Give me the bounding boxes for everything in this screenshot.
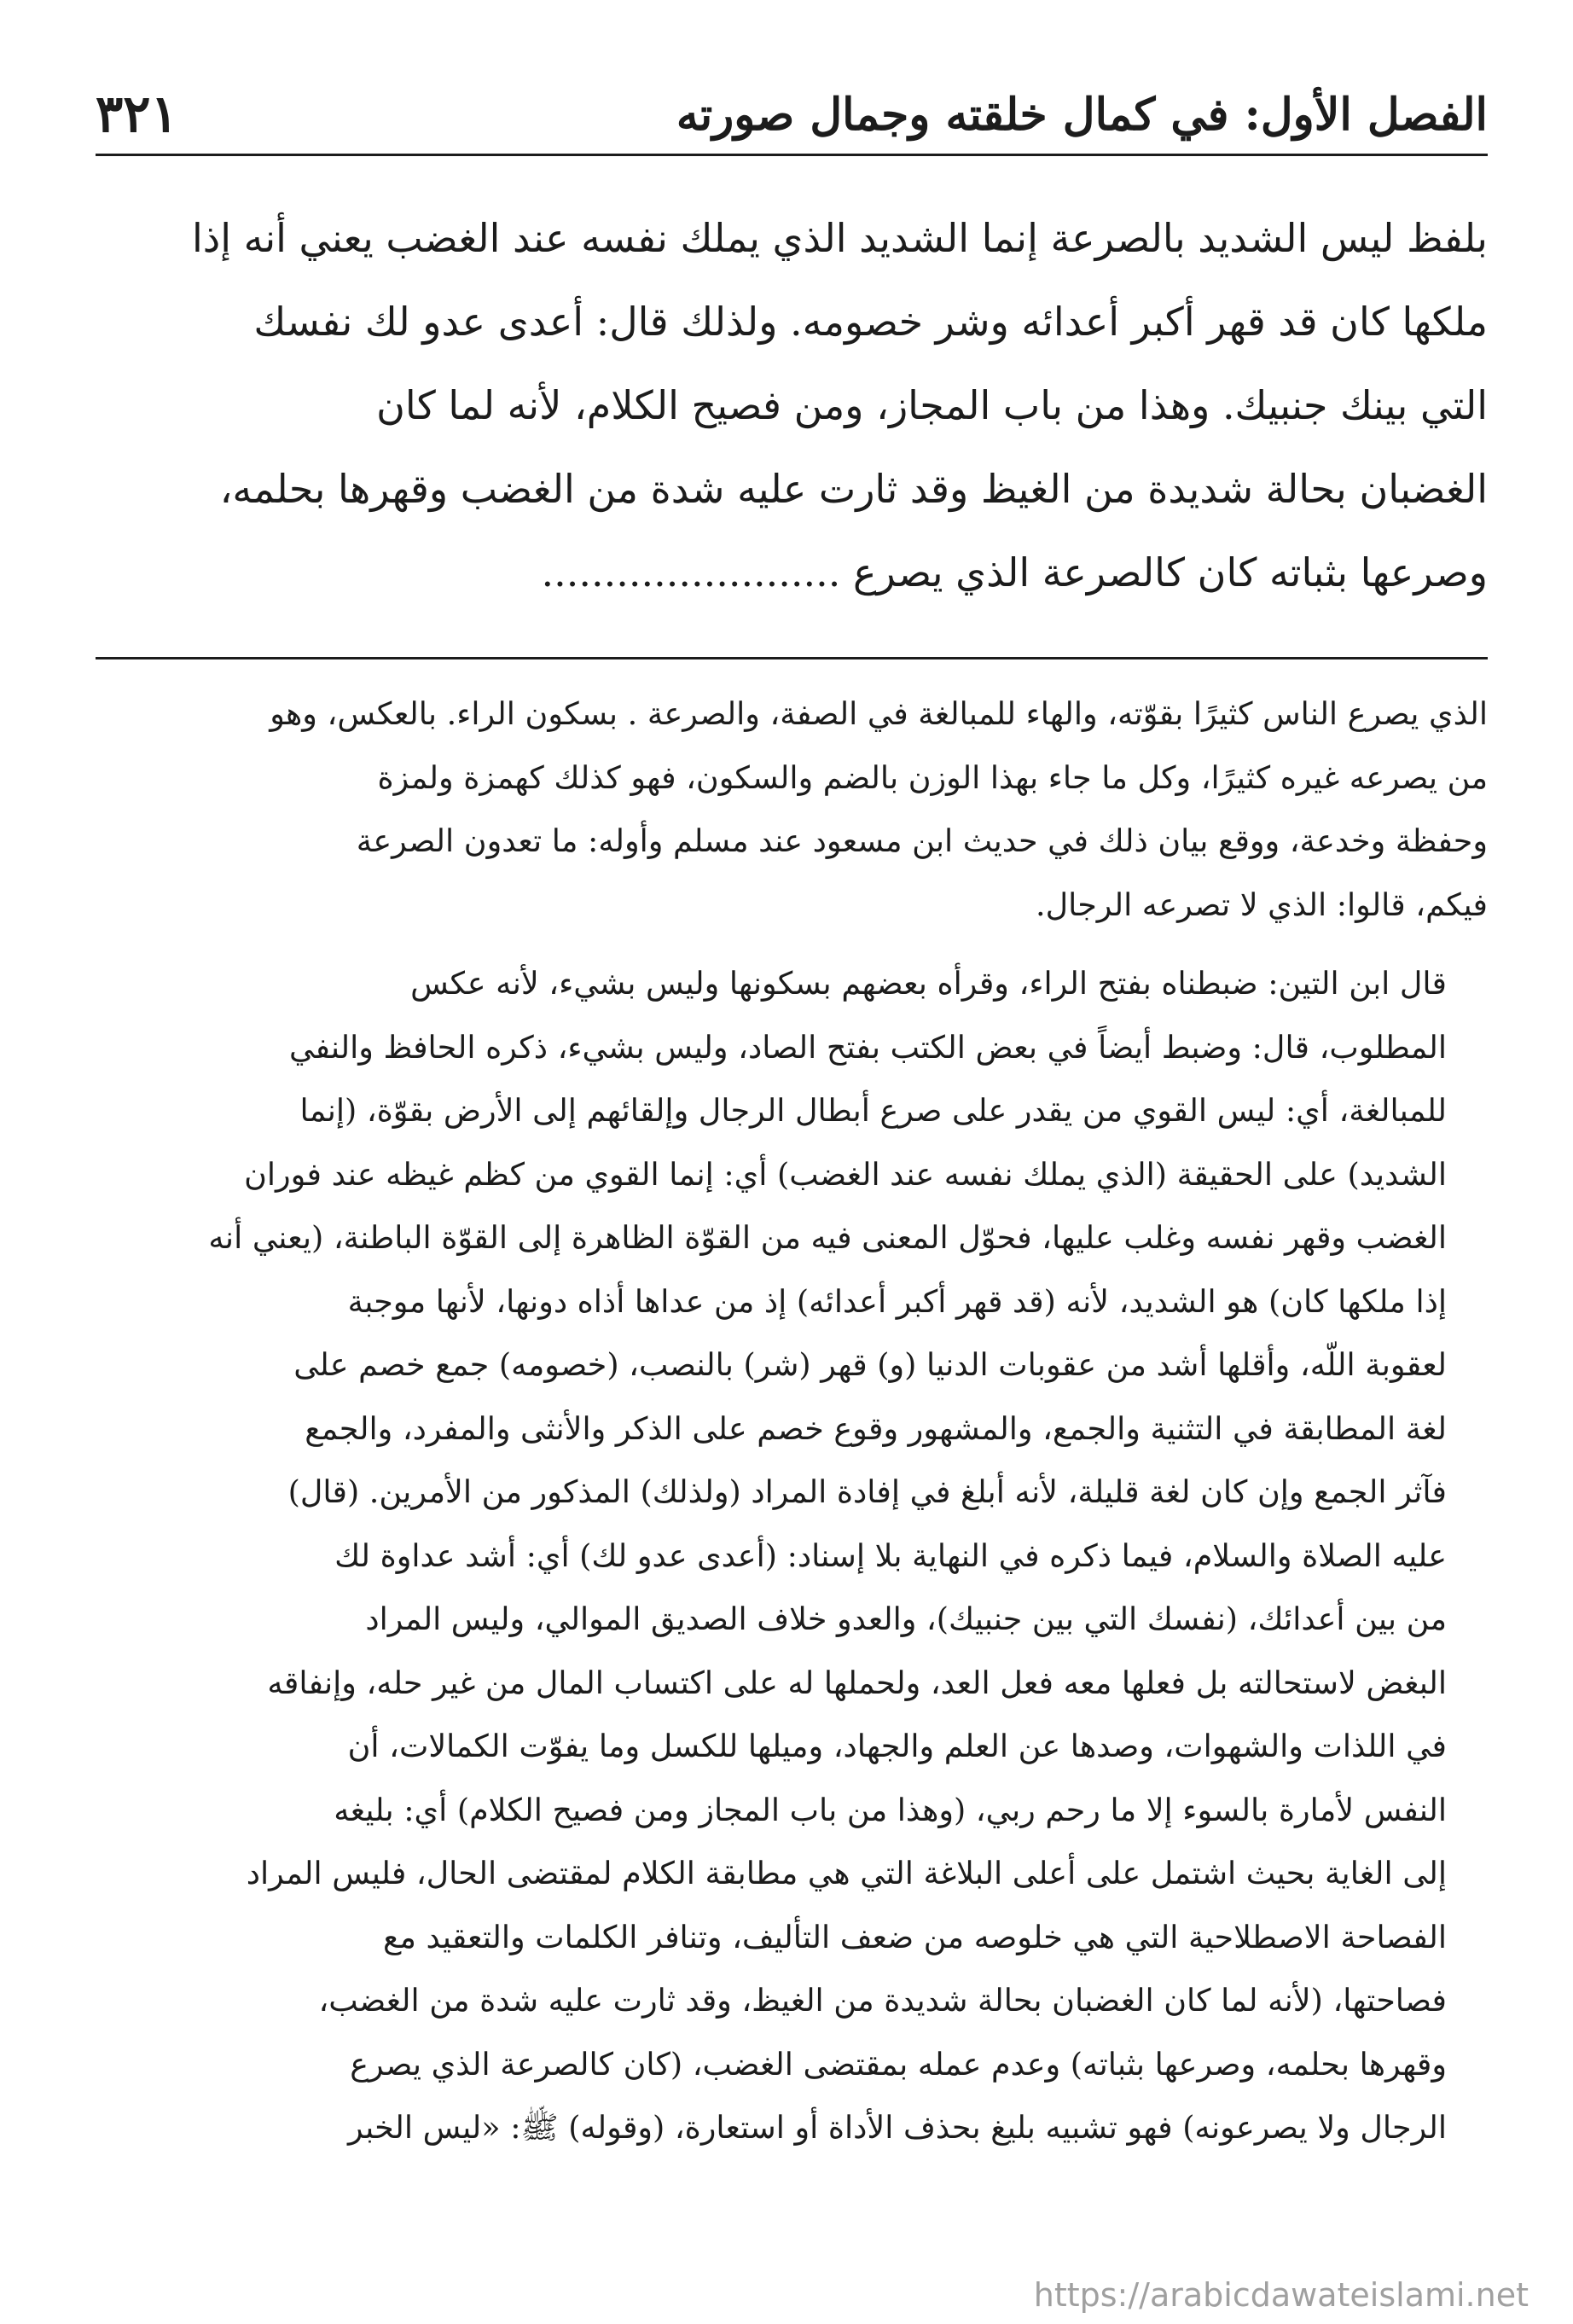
commentary-line: إذا ملكها كان) هو الشديد، لأنه (قد قهر أكبر أعدائه) إذ من عداها أذاه دونها، لأنها موجبة <box>347 1282 1447 1320</box>
commentary-line: من بين أعدائك، (نفسك التي بين جنبيك)، والعدو خلاف الصديق الموالي، وليس المراد <box>365 1601 1447 1637</box>
commentary-line: من يصرعه غيره كثيرًا، وكل ما جاء بهذا الوزن بالضم والسكون، فهو كذلك كهمزة ولمزة <box>377 758 1488 796</box>
commentary-line: الرجال ولا يصرعونه) فهو تشبيه بليغ بحذف الأداة أو استعارة، (وقوله) ﷺ: «ليس الخبر <box>348 2109 1447 2146</box>
commentary-line: الشديد) على الحقيقة (الذي يملك نفسه عند الغضب) أي: إنما القوي من كظم غيظه عند فوران <box>244 1155 1447 1193</box>
main-text-line: ملكها كان قد قهر أكبر أعدائه وشر خصومه. ولذلك قال: أعدى عدو لك نفسك <box>253 299 1488 345</box>
commentary-line: إلى الغاية بحيث اشتمل على أعلى البلاغة التي هي مطابقة الكلام لمقتضى الحال، فليس المراد <box>246 1855 1447 1891</box>
commentary-line: النفس لأمارة بالسوء إلا ما رحم ربي، (وهذا من باب المجاز ومن فصيح الكلام) أي: بليغه <box>334 1791 1447 1828</box>
main-text-line: الغضبان بحالة شديدة من الغيظ وقد ثارت عليه شدة من الغضب وقهرها بحلمه، <box>219 466 1488 512</box>
commentary-line: وقهرها بحلمه، وصرعها بثباته) وعدم عمله بمقتضى الغضب، (كان كالصرعة الذي يصرع <box>350 2045 1447 2083</box>
commentary-paragraph <box>96 683 1488 937</box>
commentary-paragraph <box>96 952 1488 2160</box>
chapter-title: الفصل الأول: في كمال خلقته وجمال صورته <box>676 88 1488 141</box>
main-text <box>96 196 1488 614</box>
commentary-line: فيكم، قالوا: الذي لا تصرعه الرجال. <box>1036 886 1488 923</box>
commentary-line: قال ابن التين: ضبطناه بفتح الراء، وقرأه بعضهم بسكونها وليس بشيء، لأنه عكس <box>410 965 1447 1002</box>
commentary-line: في اللذات والشهوات، وصدها عن العلم والجهاد، وميلها للكسل وما يفوّت الكمالات، أن <box>347 1728 1447 1764</box>
commentary-line: عليه الصلاة والسلام، فيما ذكره في النهاية بلا إسناد: (أعدى عدو لك) أي: أشد عداوة لك <box>334 1537 1447 1574</box>
page-header <box>96 75 1488 156</box>
commentary-line: فصاحتها، (لأنه لما كان الغضبان بحالة شديدة من الغيظ، وقد ثارت عليه شدة من الغضب، <box>318 1982 1447 2019</box>
commentary-line: المطلوب، قال: وضبط أيضاً في بعض الكتب بفتح الصاد، وليس بشيء، ذكره الحافظ والنفي <box>289 1028 1447 1066</box>
commentary-line: وحفظة وخدعة، ووقع بيان ذلك في حديث ابن مسعود عند مسلم وأوله: ما تعدون الصرعة <box>356 822 1488 859</box>
commentary-line: لعقوبة اللّه، وأقلها أشد من عقوبات الدنيا (و) قهر (شر) بالنصب، (خصومه) جمع خصم على <box>293 1346 1447 1383</box>
commentary-line: البغض لاستحالته بل فعلها معه فعل العد، ولحملها له على اكتساب المال من غير حله، وإنفاقه <box>267 1664 1447 1701</box>
commentary-line: فآثر الجمع وإن كان لغة قليلة، لأنه أبلغ في إفادة المراد (ولذلك) المذكور من الأمرين. (قال) <box>287 1473 1447 1510</box>
commentary-line: الذي يصرع الناس كثيرًا بقوّته، والهاء للمبالغة في الصفة، والصرعة . بسكون الراء. بالعكس، وهو <box>270 695 1488 732</box>
commentary-line: للمبالغة، أي: ليس القوي من يقدر على صرع أبطال الرجال وإلقائهم إلى الأرض بقوّة، (إنما <box>299 1092 1447 1129</box>
section-divider <box>96 657 1488 659</box>
commentary-line: لغة المطابقة في التثنية والجمع، والمشهور وقوع خصم على الذكر والأنثى والمفرد، والجمع <box>305 1409 1447 1447</box>
source-watermark: https://arabicdawateislami.net <box>1033 2276 1529 2314</box>
page-number: ٣٢١ <box>96 84 178 144</box>
main-text-line: التي بينك جنبيك. وهذا من باب المجاز، ومن فصيح الكلام، لأنه لما كان <box>376 382 1488 428</box>
commentary-line: الفصاحة الاصطلاحية التي هي خلوصه من ضعف التأليف، وتنافر الكلمات والتعقيد مع <box>382 1918 1447 1955</box>
main-text-line: وصرعها بثباته كان كالصرعة الذي يصرع ........................ <box>541 549 1488 596</box>
commentary <box>96 683 1488 2160</box>
commentary-line: الغضب وقهر نفسه وغلب عليها، فحوّل المعنى فيه من القوّة الظاهرة إلى القوّة الباطنة، (يعني أنه <box>208 1219 1447 1256</box>
main-text-line: بلفظ ليس الشديد بالصرعة إنما الشديد الذي يملك نفسه عند الغضب يعني أنه إذا <box>192 215 1488 261</box>
